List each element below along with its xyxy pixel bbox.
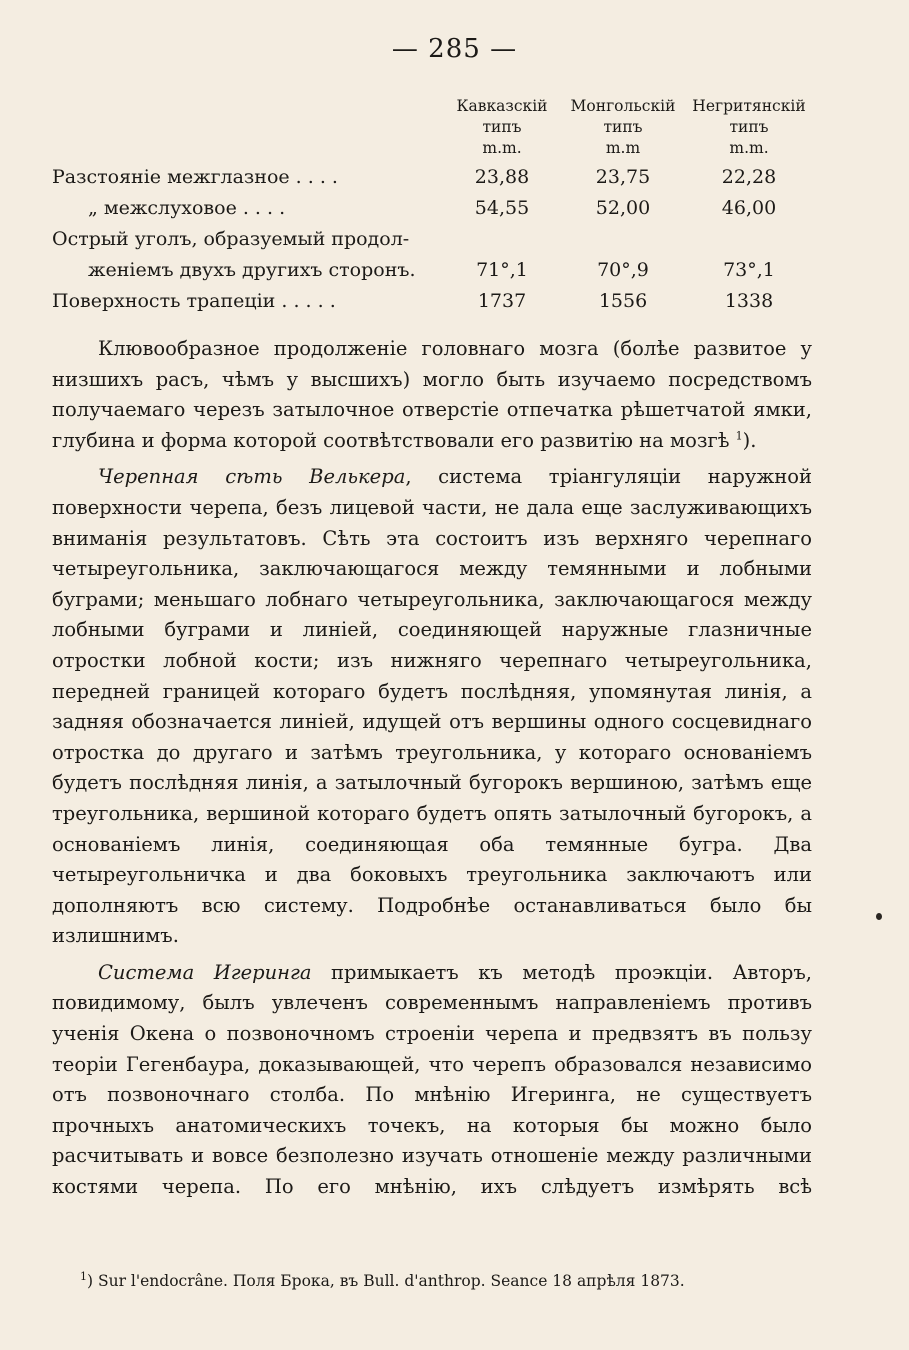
cell-value: 23,75 — [595, 166, 651, 188]
paragraph-welcker-net: Черепная сѣть Велькера, система тріангуляціи наружной поверхности черепа, безъ лицевой части, не дала еще заслуживающихъ вниманія результатовъ. Сѣть эта состоитъ изъ верхняго черепнаго четыреугольника, заключающагося между темянными и лобными буграми; меньшаго лобнаго четыреугольника, заключающагося между лобными буграми и линіей, соединяющей наружные глазничные отростки лобной кости; изъ нижняго черепнаго четыреугольника, передней границей котораго будетъ послѣдняя, упомянутая линія, а задняя обозначается линіей, идущей отъ вершины одного сосцевиднаго отростка до другаго и затѣмъ треугольника, у котораго основаніемъ будетъ послѣдняя линія, а затылочный бугорокъ вершиною, затѣмъ еще треугольника, вершиной котораго будетъ опять затылочный бугорокъ, а основаніемъ линія, соединяющая оба темянные бугра. Два четыреугольничка и два боковыхъ треугольника заключаютъ или дополняютъ всю систему. Подробнѣе останавливаться было бы излишнимъ. — [52, 465, 812, 948]
measurement-table — [52, 96, 822, 317]
footnote-marker: 1 — [80, 1269, 87, 1283]
cell-value: 70°,9 — [597, 259, 649, 281]
cell-value: 1338 — [724, 290, 774, 312]
cell-value: 52,00 — [595, 197, 651, 219]
term-ihering-system: Система Игеринга — [98, 960, 312, 984]
cell-value: 22,28 — [721, 166, 777, 188]
page-number: — 285 — — [391, 34, 518, 64]
row-label: женіемъ двухъ другихъ сторонъ. — [88, 259, 416, 281]
paragraph-beak-brain: Клювообразное продолженіе головнаго мозга (болѣе развитое у низшихъ расъ, чѣмъ у высшихъ) могло быть изучаемо посредствомъ получаемаго черезъ затылочное отверстіе отпечатка рѣшетчатой ямки, глубина и форма которой соотвѣтствовали его развитію на мозгѣ $^1$). — [52, 337, 812, 452]
ink-dot — [876, 913, 882, 920]
cell-value: 71°,1 — [476, 259, 528, 281]
cell-value: 23,88 — [474, 166, 530, 188]
header-caucasian: Кавказскій типъ m.m. — [456, 97, 548, 157]
row-label: Острый уголъ, образуемый продол- — [52, 228, 410, 250]
row-label: Поверхность трапеціи . . . . . — [52, 290, 336, 312]
cell-value: 1556 — [598, 290, 648, 312]
table-row — [52, 224, 822, 255]
table-row — [52, 162, 822, 193]
paragraph-ihering-system: Система Игеринга примыкаетъ къ методѣ проэкціи. Авторъ, повидимому, былъ увлеченъ современнымъ направленіемъ противъ ученія Окена о позвоночномъ строеніи черепа и предвзятъ въ пользу теоріи Гегенбаура, доказывающей, что черепъ образовался независимо отъ позвоночнаго столба. По мнѣнію Игеринга, не существуетъ прочныхъ анатомическихъ точекъ, на которыя бы можно было расчитывать и вовсе безполезно изучать отношеніе между различными костями черепа. По его мнѣнію, ихъ слѣдуетъ измѣрять всѣ — [52, 960, 812, 1199]
cell-value: 46,00 — [721, 197, 777, 219]
footnote-ref: 1 — [735, 429, 743, 443]
header-negroid: Негритянскій типъ m.m. — [692, 97, 806, 157]
cell-value: 54,55 — [474, 197, 530, 219]
row-label: Разстояніе межглазное . . . . — [52, 166, 338, 188]
row-label: „ межслуховое . . . . — [88, 197, 286, 219]
cell-value: 73°,1 — [723, 259, 775, 281]
table-row — [52, 255, 822, 286]
table-row — [52, 286, 822, 317]
table-header — [52, 96, 822, 162]
footnote: $^1$) Sur l'endocrâne. Поля Брока, въ Bull. d'anthrop. Seance 18 апрѣля 1873. — [80, 1269, 685, 1290]
term-welcker-net: Черепная сѣть Велькера — [98, 465, 406, 489]
body-text — [52, 334, 812, 1209]
cell-value: 1737 — [477, 290, 527, 312]
table-row — [52, 193, 822, 224]
header-mongolian: Монгольскій типъ m.m — [570, 97, 676, 157]
